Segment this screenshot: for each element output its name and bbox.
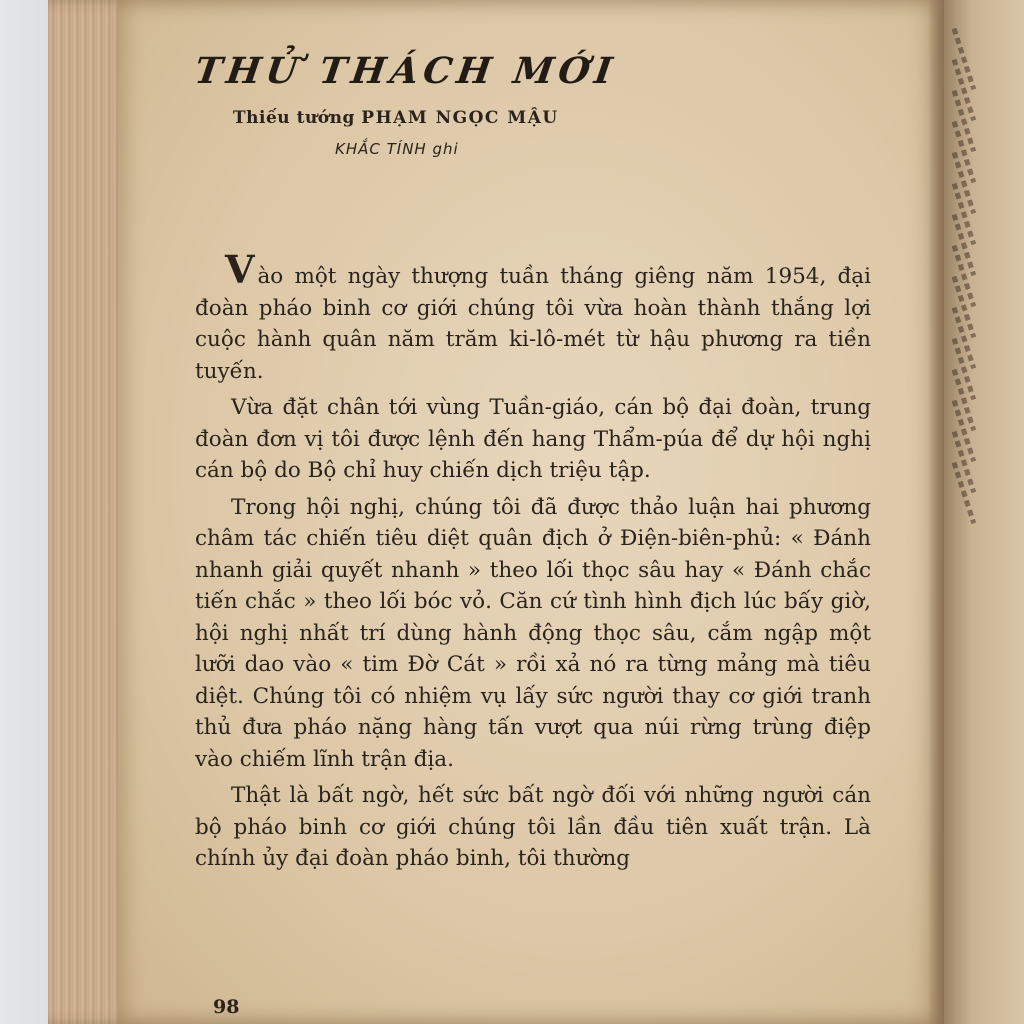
author-line [233,108,885,128]
paragraph-4: Thật là bất ngờ, hết sức bất ngờ đối với những người cán bộ pháo binh cơ giới chúng tôi lần đầu tiên xuất trận. Là chính ủy đại đoàn pháo binh, tôi thường [195,783,871,871]
paragraph-3: Trong hội nghị, chúng tôi đã được thảo luận hai phương châm tác chiến tiêu diệt quân địch ở Điện-biên-phủ: « Đánh nhanh giải quyết nhanh » theo lối thọc sâu hay « Đánh chắc tiến chắc » theo lối bóc vỏ. Căn cứ tình hình địch lúc bấy giờ, hội nghị nhất trí dùng hành động thọc sâu, cắm ngập một lưỡi dao vào « tim Đờ Cát » rồi xả nó ra từng mảng mà tiêu diệt. Chúng tôi có nhiệm vụ lấy sức người thay cơ giới tranh thủ đưa pháo nặng hàng tấn vượt qua núi rừng trùng điệp vào chiếm lĩnh trận địa. [195,494,871,772]
author-name: PHẠM NGỌC MẬU [361,108,559,128]
paragraph-1-text: ào một ngày thượng tuần tháng giêng năm 1954, đại đoàn pháo binh cơ giới chúng tôi vừa hoàn thành thắng lợi cuộc hành quân năm trăm ki-lô-mét từ hậu phương ra tiền tuyến. [195,264,871,384]
body-text [195,247,871,875]
paragraph-1 [195,247,871,387]
page-content [192,50,885,880]
drop-cap: V [225,247,255,292]
author-rank: Thiếu tướng [233,108,355,128]
facing-page-edge [944,0,1024,1024]
paragraph-2: Vừa đặt chân tới vùng Tuần-giáo, cán bộ đại đoàn, trung đoàn đơn vị tôi được lệnh đến hang Thẩm-púa để dự hội nghị cán bộ do Bộ chỉ huy chiến dịch triệu tập. [195,395,871,483]
page-number: 98 [213,996,240,1018]
chapter-title: THỬ THÁCH MỚI [192,50,620,92]
recorder-credit: KHẮC TÍNH ghi [335,140,459,158]
